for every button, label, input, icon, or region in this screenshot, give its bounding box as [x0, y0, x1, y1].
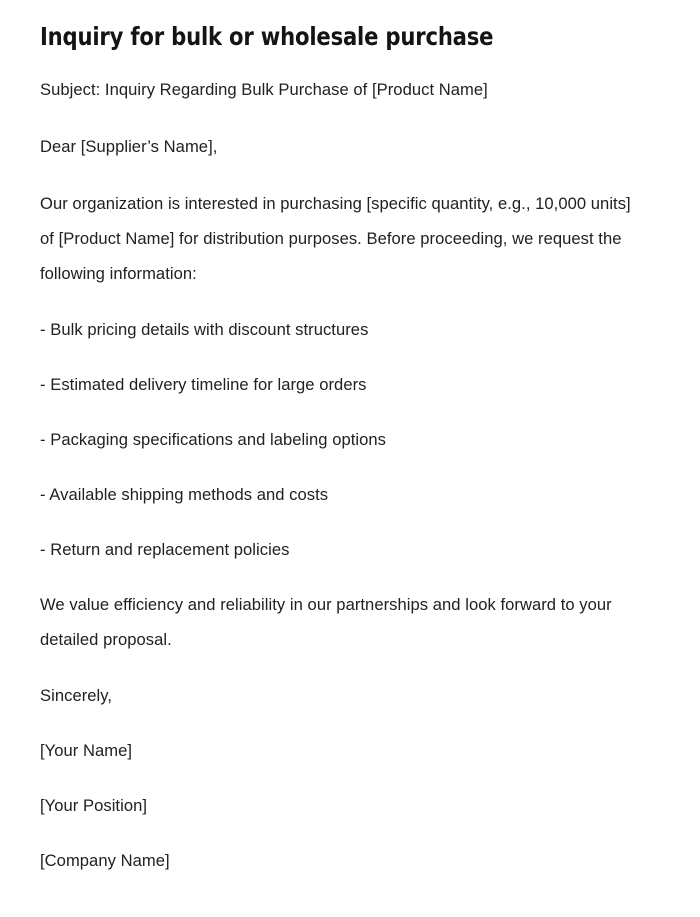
signature-position: [Your Position]: [40, 796, 148, 815]
signoff: Sincerely,: [40, 686, 113, 705]
list-item: - Return and replacement policies: [40, 540, 290, 559]
signature-name: [Your Name]: [40, 741, 133, 760]
list-item: - Bulk pricing details with discount structures: [40, 320, 369, 339]
signature-company: [Company Name]: [40, 851, 170, 870]
list-item: - Estimated delivery timeline for large orders: [40, 375, 367, 394]
closing-paragraph: We value efficiency and reliability in our partnerships and look forward to your detailed proposal.: [40, 595, 612, 649]
list-item: - Packaging specifications and labeling options: [40, 430, 386, 449]
page-title: Inquiry for bulk or wholesale purchase: [40, 22, 494, 51]
salutation: Dear [Supplier’s Name],: [40, 137, 218, 156]
list-item: - Available shipping methods and costs: [40, 485, 329, 504]
intro-paragraph: Our organization is interested in purchasing [specific quantity, e.g., 10,000 units] of [Product Name] for distribution purposes. Before proceeding, we request the following information:: [40, 194, 631, 283]
subject-line: Subject: Inquiry Regarding Bulk Purchase of [Product Name]: [40, 80, 488, 99]
